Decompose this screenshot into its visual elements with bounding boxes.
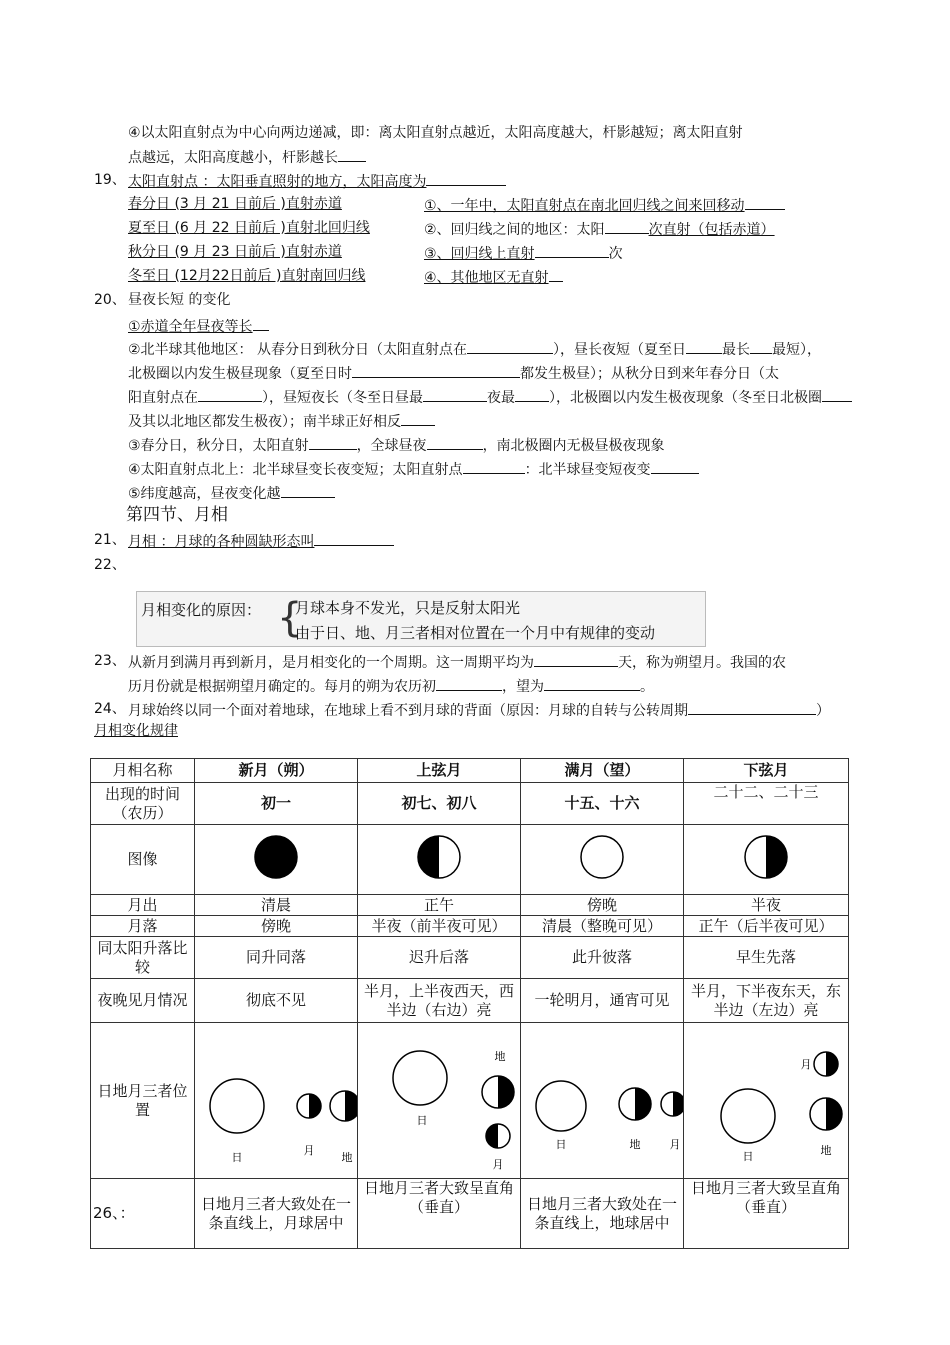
table-row — [91, 937, 849, 979]
text-line — [128, 435, 665, 455]
table-cell: 早生先落 — [684, 937, 849, 979]
table-cell: 彻底不见 — [195, 979, 358, 1023]
new-moon-image — [195, 825, 358, 895]
blank — [549, 267, 563, 282]
question-number: 21、 — [94, 532, 126, 548]
table-cell: 二十二、二十三 — [684, 783, 849, 825]
position-diagram-full-moon — [521, 1023, 684, 1179]
full-moon-icon — [577, 832, 627, 882]
position-diagram-last-quarter — [684, 1023, 849, 1179]
row-label: 月落 — [91, 916, 195, 937]
new-moon-icon — [251, 832, 301, 882]
question-number: 22、 — [94, 557, 126, 573]
sun-icon — [721, 1089, 775, 1143]
sun-moon-earth-diagram — [686, 1026, 846, 1176]
text-line: 月相变化规律 — [94, 723, 178, 739]
text-span: ①赤道全年昼夜等长 — [128, 319, 253, 335]
blank — [314, 531, 394, 546]
text-span: ③、回归线上直射 — [424, 246, 535, 262]
text-span: ④、其他地区无直射 — [424, 270, 549, 286]
table-cell: 初七、初八 — [358, 783, 521, 825]
blank — [534, 652, 618, 667]
text-span: 及其以北地区都发生极夜）；南半球正好相反 — [128, 414, 401, 430]
table-cell: 半夜（前半夜可见） — [358, 916, 521, 937]
full-moon-image — [521, 825, 684, 895]
text-line — [424, 267, 563, 287]
table-header-cell: 新月（朔） — [195, 759, 358, 783]
blank — [401, 411, 435, 426]
row-label: 夜晚见月情况 — [91, 979, 195, 1023]
blank — [436, 676, 502, 691]
table-row — [91, 783, 849, 825]
text-line: 春分日 (3 月 21 日前后 )直射赤道 — [128, 196, 342, 212]
text-span: 次直射（包括赤道） — [648, 222, 775, 238]
blank — [544, 676, 640, 691]
text-span: 月相 ：月球的各种圆缺形态叫 — [128, 534, 315, 550]
text-span: 最长 — [722, 342, 750, 358]
text-line — [128, 363, 779, 383]
text-span: 从新月到满月再到新月，是月相变化的一个周期。这一周期平均为 — [128, 655, 534, 671]
moon-label: 月 — [492, 1157, 504, 1171]
table-cell: 同升同落 — [195, 937, 358, 979]
text-span: ，望为 — [502, 679, 544, 695]
table-row — [91, 825, 849, 895]
blank — [423, 387, 487, 402]
text-span: 夜最 — [487, 390, 515, 406]
text-span: ⑤纬度越高，昼夜变化越 — [128, 486, 281, 502]
sun-moon-earth-diagram — [523, 1026, 683, 1176]
text-line — [128, 483, 335, 503]
table-header-cell: 满月（望） — [521, 759, 684, 783]
first-quarter-image — [358, 825, 521, 895]
blank — [686, 339, 722, 354]
last-quarter-image — [684, 825, 849, 895]
table-row — [91, 979, 849, 1023]
blank — [605, 219, 649, 234]
table-cell: 半夜 — [684, 895, 849, 916]
table-header-cell: 下弦月 — [684, 759, 849, 783]
table-header-cell: 上弦月 — [358, 759, 521, 783]
table-cell: 十五、十六 — [521, 783, 684, 825]
text-span: 北极圈以内发生极昼现象（夏至日时 — [128, 366, 352, 382]
moon-phase-cause-box — [136, 591, 706, 647]
text-line — [128, 531, 394, 551]
table-cell: 日地月三者大致呈直角（垂直） — [684, 1179, 849, 1249]
text-line: 夏至日 (6 月 22 日前后 )直射北回归线 — [128, 220, 370, 236]
blank — [338, 147, 366, 162]
text-line — [128, 411, 435, 431]
blank — [651, 459, 699, 474]
text-span: 太阳直射点 ：太阳垂直照射的地方，太阳高度为 — [128, 174, 427, 190]
blank — [281, 483, 335, 498]
row-label: 同太阳升落比较 — [91, 937, 195, 979]
table-cell: 一轮明月，通宵可见 — [521, 979, 684, 1023]
question-number: 20、 — [94, 292, 126, 308]
moon-label: 月 — [303, 1143, 315, 1157]
box-title: 月相变化的原因： — [141, 601, 262, 619]
sun-moon-earth-diagram — [197, 1026, 357, 1176]
table-row — [91, 1023, 849, 1179]
table-cell: 傍晚 — [195, 916, 358, 937]
text-span: 点越远，太阳高度越小，杆影越长 — [128, 150, 338, 166]
sun-label: 日 — [416, 1113, 428, 1127]
text-line: 秋分日 (9 月 23 日前后 )直射赤道 — [128, 244, 342, 260]
text-line — [128, 339, 821, 359]
blank — [535, 243, 609, 258]
table-cell: 清晨 — [195, 895, 358, 916]
text-line — [424, 219, 775, 239]
text-span: 阳直射点在 — [128, 390, 198, 406]
text-line — [128, 171, 506, 191]
brace-icon: { — [277, 595, 303, 641]
sun-icon — [210, 1079, 264, 1133]
text-line — [424, 243, 623, 263]
text-line — [128, 316, 269, 336]
text-line — [128, 147, 366, 167]
moon-label: 月 — [669, 1137, 681, 1151]
position-diagram-first-quarter — [358, 1023, 521, 1179]
text-line — [128, 387, 852, 407]
earth-label: 地 — [820, 1143, 832, 1157]
blank — [426, 171, 506, 186]
blank — [253, 316, 269, 331]
earth-label: 地 — [494, 1049, 506, 1063]
sun-moon-earth-diagram — [360, 1026, 520, 1176]
table-cell: 此升彼落 — [521, 937, 684, 979]
box-line: 由于日、地、月三者相对位置在一个月中有规律的变动 — [295, 624, 656, 642]
blank — [463, 459, 525, 474]
blank — [467, 339, 553, 354]
table-cell: 正午 — [358, 895, 521, 916]
table-cell: 日地月三者大致处在一条直线上，地球居中 — [521, 1179, 684, 1249]
text-span: 次 — [608, 246, 623, 262]
row-label: 图像 — [91, 825, 195, 895]
text-span: ），北极圈以内发生极夜现象（冬至日北极圈 — [549, 390, 822, 406]
blank — [515, 387, 549, 402]
moon-label: 月 — [800, 1057, 812, 1071]
row-label: 26、： — [91, 1179, 195, 1249]
first-quarter-moon-icon — [414, 832, 464, 882]
text-line — [424, 195, 785, 215]
text-span: ②、回归线之间的地区：太阳 — [424, 222, 605, 238]
text-line — [128, 676, 654, 696]
section-title: 第四节、月相 — [126, 505, 228, 525]
text-span: ，南北极圈内无极昼极夜现象 — [482, 438, 665, 454]
box-line: 月球本身不发光，只是反射太阳光 — [295, 599, 521, 617]
text-line: ④以太阳直射点为中心向两边递减，即：离太阳直射点越近，太阳高度越大，杆影越短；离太阳直射 — [128, 125, 743, 141]
text-span: ，全球昼夜 — [356, 438, 427, 454]
text-span: ③春分日，秋分日，太阳直射 — [128, 438, 309, 454]
text-line: 昼夜长短 的变化 — [128, 292, 231, 308]
text-span: 历月份就是根据朔望月确定的。每月的朔为农历初 — [128, 679, 436, 695]
text-span: ④太阳直射点北上：北半球昼变长夜变短；太阳直射点 — [128, 462, 463, 478]
question-number: 23、 — [94, 653, 126, 669]
table-cell: 初一 — [195, 783, 358, 825]
text-span: 月球始终以同一个面对着地球，在地球上看不到月球的背面（原因：月球的自转与公转周期 — [128, 703, 688, 719]
table-row — [91, 895, 849, 916]
text-span: ），昼短夜长（冬至日昼最 — [262, 390, 423, 406]
table-header-row — [91, 759, 849, 783]
table-cell: 半月，下半夜东天，东半边（左边）亮 — [684, 979, 849, 1023]
table-row — [91, 916, 849, 937]
last-quarter-moon-icon — [741, 832, 791, 882]
table-cell: 日地月三者大致处在一条直线上，月球居中 — [195, 1179, 358, 1249]
question-number: 19、 — [94, 172, 126, 188]
table-cell: 傍晚 — [521, 895, 684, 916]
text-span: ①、一年中，太阳直射点在南北回归线之间来回移动 — [424, 198, 745, 214]
text-line — [128, 700, 830, 720]
text-span: ），昼长夜短（夏至日 — [553, 342, 686, 358]
text-line: 冬至日 (12月22日前后 )直射南回归线 — [128, 268, 366, 284]
blank — [352, 363, 520, 378]
sun-label: 日 — [555, 1137, 567, 1151]
table-row — [91, 1179, 849, 1249]
blank — [750, 339, 772, 354]
table-cell: 清晨（整晚可见） — [521, 916, 684, 937]
text-span: 。 — [640, 679, 654, 695]
blank — [688, 700, 816, 715]
text-span: ：北半球昼变短夜变 — [524, 462, 651, 478]
sun-label: 日 — [231, 1150, 243, 1164]
text-span: ②北半球其他地区： 从春分日到秋分日（太阳直射点在 — [128, 342, 467, 358]
table-cell: 日地月三者大致呈直角（垂直） — [358, 1179, 521, 1249]
text-span: ） — [816, 703, 830, 719]
blank — [427, 435, 483, 450]
text-line — [128, 652, 786, 672]
moon-phase-table — [90, 758, 849, 1249]
text-line — [128, 459, 699, 479]
table-cell: 迟升后落 — [358, 937, 521, 979]
row-label: 日地月三者位置 — [91, 1023, 195, 1179]
table-cell: 半月，上半夜西天，西半边（右边）亮 — [358, 979, 521, 1023]
earth-label: 地 — [341, 1150, 353, 1164]
blank — [745, 195, 785, 210]
blank — [198, 387, 262, 402]
text-span: 最短）， — [772, 342, 821, 358]
table-header-cell: 月相名称 — [91, 759, 195, 783]
blank — [822, 387, 852, 402]
blank — [309, 435, 357, 450]
earth-label: 地 — [629, 1137, 641, 1151]
row-label: 出现的时间（农历） — [91, 783, 195, 825]
table-cell: 正午（后半夜可见） — [684, 916, 849, 937]
sun-icon — [393, 1051, 447, 1105]
position-diagram-new-moon — [195, 1023, 358, 1179]
text-span: 天，称为朔望月。我国的农 — [618, 655, 786, 671]
row-label: 月出 — [91, 895, 195, 916]
question-number: 24、 — [94, 701, 126, 717]
text-span: 都发生极昼）；从秋分日到来年春分日（太 — [520, 366, 779, 382]
sun-label: 日 — [742, 1149, 754, 1163]
sun-icon — [536, 1081, 586, 1131]
